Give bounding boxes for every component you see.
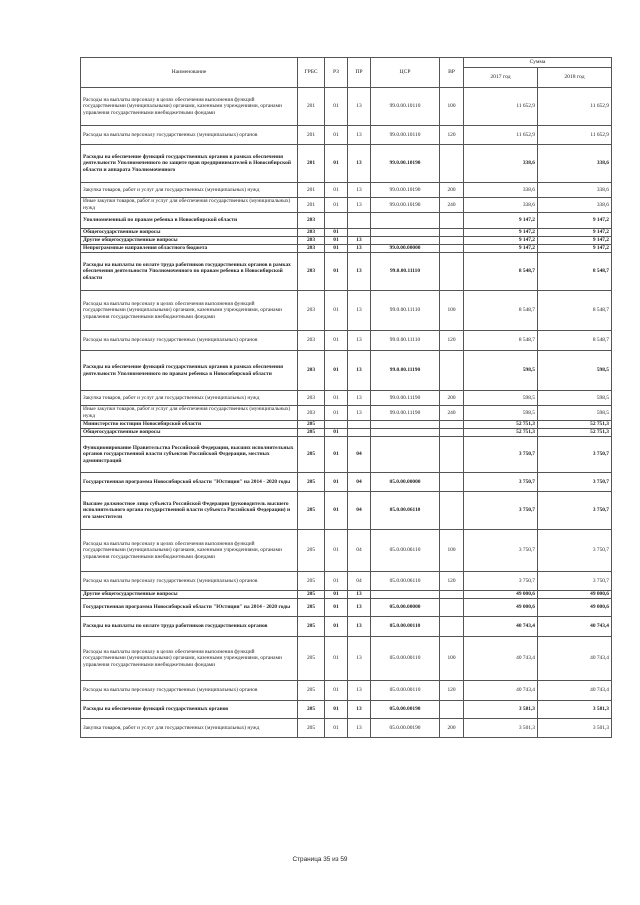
budget-table bbox=[80, 57, 612, 738]
row-sum-2018: 40 743,4 bbox=[538, 681, 612, 701]
row-vr bbox=[440, 245, 464, 253]
row-csr: 99.0.00.11110 bbox=[371, 253, 440, 291]
table-row bbox=[81, 88, 612, 126]
row-name: Закупка товаров, работ и услуг для государственных (муниципальных) нужд bbox=[81, 391, 298, 406]
row-name: Государственная программа Новосибирской области "Юстиция" на 2014 - 2020 годы bbox=[81, 599, 298, 617]
row-sum-2018: 9 147,2 bbox=[538, 213, 612, 229]
row-grbs: 205 bbox=[298, 637, 325, 681]
row-sum-2017: 598,5 bbox=[464, 406, 538, 421]
row-name: Расходы на выплаты по оплате труда работников государственных органов в рамках обеспечения деятельности Уполномоченного по правам ребенка в Новосибирской области bbox=[81, 253, 298, 291]
row-sum-2017: 3 750,7 bbox=[464, 473, 538, 492]
row-grbs: 205 bbox=[298, 492, 325, 530]
row-grbs: 205 bbox=[298, 617, 325, 637]
row-sum-2018: 8 548,7 bbox=[538, 331, 612, 351]
table-row bbox=[81, 421, 612, 429]
row-pr: 13 bbox=[348, 88, 371, 126]
row-vr: 120 bbox=[440, 331, 464, 351]
row-sum-2018: 3 750,7 bbox=[538, 437, 612, 473]
row-vr: 240 bbox=[440, 406, 464, 421]
row-pr: 13 bbox=[348, 237, 371, 245]
row-sum-2018: 8 548,7 bbox=[538, 253, 612, 291]
row-csr: 05.0.00.06110 bbox=[371, 572, 440, 591]
row-grbs: 201 bbox=[298, 198, 325, 213]
row-vr: 100 bbox=[440, 530, 464, 572]
table-row bbox=[81, 572, 612, 591]
row-sum-2017: 40 743,4 bbox=[464, 637, 538, 681]
row-sum-2018: 338,6 bbox=[538, 145, 612, 183]
row-vr bbox=[440, 492, 464, 530]
row-rz: 01 bbox=[325, 253, 348, 291]
row-vr: 200 bbox=[440, 391, 464, 406]
row-rz: 01 bbox=[325, 701, 348, 719]
row-csr bbox=[371, 237, 440, 245]
row-pr: 04 bbox=[348, 572, 371, 591]
row-name: Высшее должностное лицо субъекта Российской Федерации (руководитель высшего исполнительного органа государственной власти субъекта Российской Федерации) и его заместители bbox=[81, 492, 298, 530]
row-sum-2017: 9 147,2 bbox=[464, 245, 538, 253]
table-row bbox=[81, 492, 612, 530]
table-row bbox=[81, 719, 612, 738]
row-csr: 99.0.00.10110 bbox=[371, 126, 440, 145]
row-grbs: 203 bbox=[298, 237, 325, 245]
row-csr: 05.0.00.00110 bbox=[371, 681, 440, 701]
row-pr: 13 bbox=[348, 599, 371, 617]
row-rz: 01 bbox=[325, 406, 348, 421]
row-vr: 200 bbox=[440, 719, 464, 738]
row-sum-2018: 3 750,7 bbox=[538, 530, 612, 572]
row-pr: 04 bbox=[348, 437, 371, 473]
row-pr: 13 bbox=[348, 637, 371, 681]
row-pr: 13 bbox=[348, 183, 371, 198]
row-vr bbox=[440, 429, 464, 437]
row-sum-2017: 11 652,9 bbox=[464, 126, 538, 145]
row-grbs: 203 bbox=[298, 331, 325, 351]
row-csr: 99.0.00.11190 bbox=[371, 406, 440, 421]
row-pr: 13 bbox=[348, 719, 371, 738]
row-vr bbox=[440, 213, 464, 229]
row-name: Функционирование Правительства Российской Федерации, высших исполнительных органов государственной власти субъектов Российской Федерации, местных администраций bbox=[81, 437, 298, 473]
row-vr: 200 bbox=[440, 183, 464, 198]
table-row bbox=[81, 429, 612, 437]
table-row bbox=[81, 237, 612, 245]
row-grbs: 203 bbox=[298, 391, 325, 406]
row-csr: 05.0.00.00110 bbox=[371, 617, 440, 637]
row-rz: 01 bbox=[325, 237, 348, 245]
row-pr: 13 bbox=[348, 253, 371, 291]
row-csr: 05.0.00.06110 bbox=[371, 530, 440, 572]
row-sum-2017: 9 147,2 bbox=[464, 213, 538, 229]
row-sum-2018: 40 743,4 bbox=[538, 617, 612, 637]
row-name: Другие общегосударственные вопросы bbox=[81, 591, 298, 599]
row-vr: 120 bbox=[440, 572, 464, 591]
row-csr bbox=[371, 229, 440, 237]
row-rz: 01 bbox=[325, 572, 348, 591]
table-row bbox=[81, 145, 612, 183]
row-sum-2018: 49 000,6 bbox=[538, 599, 612, 617]
row-pr: 13 bbox=[348, 701, 371, 719]
row-csr bbox=[371, 591, 440, 599]
row-sum-2017: 598,5 bbox=[464, 351, 538, 391]
row-csr bbox=[371, 429, 440, 437]
row-name: Расходы на выплаты персоналу государственных (муниципальных) органов bbox=[81, 126, 298, 145]
row-sum-2018: 9 147,2 bbox=[538, 245, 612, 253]
row-pr bbox=[348, 429, 371, 437]
row-pr: 13 bbox=[348, 681, 371, 701]
row-pr: 04 bbox=[348, 473, 371, 492]
row-pr: 13 bbox=[348, 331, 371, 351]
row-vr bbox=[440, 253, 464, 291]
row-name: Расходы на выплаты по оплате труда работников государственных органов bbox=[81, 617, 298, 637]
row-vr bbox=[440, 701, 464, 719]
row-rz: 01 bbox=[325, 126, 348, 145]
row-rz: 01 bbox=[325, 229, 348, 237]
row-sum-2017: 8 548,7 bbox=[464, 253, 538, 291]
table-row bbox=[81, 599, 612, 617]
row-sum-2017: 598,5 bbox=[464, 391, 538, 406]
row-rz: 01 bbox=[325, 88, 348, 126]
row-grbs: 205 bbox=[298, 572, 325, 591]
row-name: Министерство юстиции Новосибирской области bbox=[81, 421, 298, 429]
row-grbs: 205 bbox=[298, 421, 325, 429]
row-name: Расходы на выплаты персоналу государственных (муниципальных) органов bbox=[81, 681, 298, 701]
row-csr: 99.0.00.11110 bbox=[371, 291, 440, 331]
row-grbs: 203 bbox=[298, 229, 325, 237]
header-name: Наименование bbox=[81, 58, 298, 88]
row-vr bbox=[440, 473, 464, 492]
table-row bbox=[81, 351, 612, 391]
header-sum: Сумма bbox=[464, 58, 612, 68]
row-grbs: 205 bbox=[298, 681, 325, 701]
row-name: Иные закупки товаров, работ и услуг для обеспечения государственных (муниципальных) нужд bbox=[81, 198, 298, 213]
row-sum-2017: 3 581,3 bbox=[464, 701, 538, 719]
row-rz: 01 bbox=[325, 183, 348, 198]
row-pr: 04 bbox=[348, 530, 371, 572]
row-rz: 01 bbox=[325, 145, 348, 183]
row-csr: 05.0.00.06110 bbox=[371, 492, 440, 530]
row-vr bbox=[440, 437, 464, 473]
row-name: Государственная программа Новосибирской области "Юстиция" на 2014 - 2020 годы bbox=[81, 473, 298, 492]
row-csr: 99.0.00.10190 bbox=[371, 145, 440, 183]
row-grbs: 203 bbox=[298, 245, 325, 253]
row-name: Иные закупки товаров, работ и услуг для обеспечения государственных (муниципальных) нужд bbox=[81, 406, 298, 421]
row-sum-2018: 598,5 bbox=[538, 351, 612, 391]
row-rz: 01 bbox=[325, 637, 348, 681]
row-sum-2018: 598,5 bbox=[538, 406, 612, 421]
row-sum-2017: 3 750,7 bbox=[464, 492, 538, 530]
row-sum-2017: 8 548,7 bbox=[464, 331, 538, 351]
table-body bbox=[81, 88, 612, 738]
row-vr bbox=[440, 229, 464, 237]
row-vr: 100 bbox=[440, 637, 464, 681]
row-rz: 01 bbox=[325, 391, 348, 406]
row-vr bbox=[440, 617, 464, 637]
row-csr: 99.0.00.11190 bbox=[371, 391, 440, 406]
table-row bbox=[81, 213, 612, 229]
row-sum-2018: 11 652,9 bbox=[538, 126, 612, 145]
row-rz: 01 bbox=[325, 198, 348, 213]
row-csr: 05.0.00.00000 bbox=[371, 599, 440, 617]
row-grbs: 201 bbox=[298, 145, 325, 183]
row-sum-2018: 338,6 bbox=[538, 198, 612, 213]
row-name: Закупка товаров, работ и услуг для государственных (муниципальных) нужд bbox=[81, 719, 298, 738]
row-sum-2017: 338,6 bbox=[464, 145, 538, 183]
row-csr: 99.0.00.10190 bbox=[371, 198, 440, 213]
table-header bbox=[81, 58, 612, 88]
row-sum-2018: 3 750,7 bbox=[538, 473, 612, 492]
header-csr: ЦСР bbox=[371, 58, 440, 88]
table-row bbox=[81, 245, 612, 253]
row-vr bbox=[440, 591, 464, 599]
row-vr bbox=[440, 421, 464, 429]
row-vr: 120 bbox=[440, 681, 464, 701]
row-grbs: 205 bbox=[298, 473, 325, 492]
row-pr: 13 bbox=[348, 351, 371, 391]
row-name: Расходы на обеспечение функций государственных органов в рамках обеспечения деятельности Уполномоченного по защите прав предпринимателей в Новосибирской области и аппарата Уполномоченного bbox=[81, 145, 298, 183]
row-sum-2018: 9 147,2 bbox=[538, 229, 612, 237]
table-row bbox=[81, 291, 612, 331]
row-sum-2018: 3 581,3 bbox=[538, 701, 612, 719]
row-csr bbox=[371, 213, 440, 229]
row-name: Непрограммные направления областного бюджета bbox=[81, 245, 298, 253]
header-vr: ВР bbox=[440, 58, 464, 88]
row-sum-2017: 52 751,3 bbox=[464, 421, 538, 429]
row-name: Расходы на выплаты персоналу государственных (муниципальных) органов bbox=[81, 572, 298, 591]
row-name: Другие общегосударственные вопросы bbox=[81, 237, 298, 245]
row-pr: 13 bbox=[348, 291, 371, 331]
row-rz: 01 bbox=[325, 599, 348, 617]
row-sum-2017: 8 548,7 bbox=[464, 291, 538, 331]
row-sum-2017: 3 750,7 bbox=[464, 572, 538, 591]
table-row bbox=[81, 437, 612, 473]
row-grbs: 203 bbox=[298, 213, 325, 229]
row-csr: 05.0.00.00000 bbox=[371, 473, 440, 492]
table-row bbox=[81, 391, 612, 406]
row-csr bbox=[371, 437, 440, 473]
row-pr: 13 bbox=[348, 126, 371, 145]
row-name: Общегосударственные вопросы bbox=[81, 229, 298, 237]
row-grbs: 203 bbox=[298, 253, 325, 291]
row-pr: 13 bbox=[348, 591, 371, 599]
row-rz: 01 bbox=[325, 351, 348, 391]
table-row bbox=[81, 331, 612, 351]
row-pr bbox=[348, 421, 371, 429]
row-sum-2018: 9 147,2 bbox=[538, 237, 612, 245]
row-rz: 01 bbox=[325, 245, 348, 253]
row-vr: 100 bbox=[440, 291, 464, 331]
row-vr bbox=[440, 237, 464, 245]
row-sum-2017: 52 751,3 bbox=[464, 429, 538, 437]
row-sum-2018: 598,5 bbox=[538, 391, 612, 406]
row-grbs: 201 bbox=[298, 88, 325, 126]
row-csr: 05.0.00.00110 bbox=[371, 637, 440, 681]
row-sum-2018: 3 750,7 bbox=[538, 492, 612, 530]
row-csr: 99.0.00.00000 bbox=[371, 245, 440, 253]
row-csr: 05.0.00.00190 bbox=[371, 719, 440, 738]
row-grbs: 205 bbox=[298, 429, 325, 437]
row-vr bbox=[440, 351, 464, 391]
row-csr bbox=[371, 421, 440, 429]
row-sum-2017: 49 000,6 bbox=[464, 591, 538, 599]
row-vr bbox=[440, 599, 464, 617]
row-pr: 13 bbox=[348, 245, 371, 253]
row-csr: 99.0.00.10190 bbox=[371, 183, 440, 198]
row-vr: 240 bbox=[440, 198, 464, 213]
row-grbs: 205 bbox=[298, 719, 325, 738]
row-grbs: 205 bbox=[298, 437, 325, 473]
row-rz: 01 bbox=[325, 617, 348, 637]
row-grbs: 203 bbox=[298, 351, 325, 391]
row-name: Расходы на выплаты персоналу в целях обеспечения выполнения функций государственными (муниципальными) органами, казенными учреждениями, органами управления государственными внебюджетными фондами bbox=[81, 88, 298, 126]
row-vr: 120 bbox=[440, 126, 464, 145]
row-rz: 01 bbox=[325, 331, 348, 351]
row-pr: 13 bbox=[348, 198, 371, 213]
table-row bbox=[81, 681, 612, 701]
table-row bbox=[81, 530, 612, 572]
row-sum-2017: 3 750,7 bbox=[464, 437, 538, 473]
row-grbs: 205 bbox=[298, 530, 325, 572]
row-sum-2017: 338,6 bbox=[464, 198, 538, 213]
budget-document-page bbox=[80, 57, 611, 738]
table-row bbox=[81, 591, 612, 599]
table-row bbox=[81, 126, 612, 145]
row-sum-2017: 9 147,2 bbox=[464, 229, 538, 237]
table-row bbox=[81, 701, 612, 719]
row-rz: 01 bbox=[325, 719, 348, 738]
row-rz: 01 bbox=[325, 530, 348, 572]
row-sum-2017: 11 652,9 bbox=[464, 88, 538, 126]
row-pr bbox=[348, 229, 371, 237]
row-pr: 04 bbox=[348, 492, 371, 530]
row-sum-2018: 338,6 bbox=[538, 183, 612, 198]
row-pr: 13 bbox=[348, 391, 371, 406]
row-sum-2017: 40 743,4 bbox=[464, 617, 538, 637]
row-grbs: 201 bbox=[298, 183, 325, 198]
row-sum-2018: 3 501,3 bbox=[538, 719, 612, 738]
row-name: Расходы на выплаты персоналу государственных (муниципальных) органов bbox=[81, 331, 298, 351]
row-sum-2018: 49 000,6 bbox=[538, 591, 612, 599]
row-grbs: 205 bbox=[298, 701, 325, 719]
row-rz: 01 bbox=[325, 291, 348, 331]
row-vr bbox=[440, 145, 464, 183]
row-csr: 99.0.00.10110 bbox=[371, 88, 440, 126]
row-grbs: 203 bbox=[298, 291, 325, 331]
row-pr: 13 bbox=[348, 145, 371, 183]
row-grbs: 205 bbox=[298, 591, 325, 599]
row-name: Закупка товаров, работ и услуг для государственных (муниципальных) нужд bbox=[81, 183, 298, 198]
row-sum-2017: 338,6 bbox=[464, 183, 538, 198]
header-year-2018: 2018 год bbox=[538, 68, 612, 88]
row-pr: 13 bbox=[348, 406, 371, 421]
row-sum-2017: 3 750,7 bbox=[464, 530, 538, 572]
row-name: Расходы на выплаты персоналу в целях обеспечения выполнения функций государственными (муниципальными) органами, казенными учреждениями, органами управления государственными внебюджетными фондами bbox=[81, 637, 298, 681]
table-row bbox=[81, 473, 612, 492]
row-sum-2018: 8 548,7 bbox=[538, 291, 612, 331]
table-row bbox=[81, 406, 612, 421]
row-pr: 13 bbox=[348, 617, 371, 637]
header-pr: ПР bbox=[348, 58, 371, 88]
table-row bbox=[81, 253, 612, 291]
row-grbs: 201 bbox=[298, 126, 325, 145]
table-row bbox=[81, 637, 612, 681]
row-vr: 100 bbox=[440, 88, 464, 126]
table-row bbox=[81, 617, 612, 637]
row-name: Общегосударственные вопросы bbox=[81, 429, 298, 437]
row-name: Расходы на выплаты персоналу в целях обеспечения выполнения функций государственными (муниципальными) органами, казенными учреждениями, органами управления государственными внебюджетными фондами bbox=[81, 530, 298, 572]
row-name: Расходы на обеспечение функций государственных органов в рамках обеспечения деятельности Уполномоченного по правам ребенка в Новосибирской области bbox=[81, 351, 298, 391]
row-grbs: 203 bbox=[298, 406, 325, 421]
row-rz: 01 bbox=[325, 473, 348, 492]
header-year-2017: 2017 год bbox=[464, 68, 538, 88]
row-sum-2018: 3 750,7 bbox=[538, 572, 612, 591]
row-sum-2018: 40 743,4 bbox=[538, 637, 612, 681]
row-csr: 99.0.00.11110 bbox=[371, 331, 440, 351]
header-grbs: ГРБС bbox=[298, 58, 325, 88]
row-sum-2018: 11 652,9 bbox=[538, 88, 612, 126]
row-rz: 01 bbox=[325, 437, 348, 473]
table-row bbox=[81, 183, 612, 198]
table-row bbox=[81, 229, 612, 237]
row-csr: 99.0.00.11190 bbox=[371, 351, 440, 391]
row-rz: 01 bbox=[325, 492, 348, 530]
row-sum-2017: 9 147,2 bbox=[464, 237, 538, 245]
row-rz bbox=[325, 421, 348, 429]
row-name: Уполномоченный по правам ребенка в Новосибирской области bbox=[81, 213, 298, 229]
row-sum-2017: 40 743,4 bbox=[464, 681, 538, 701]
row-sum-2018: 52 751,3 bbox=[538, 429, 612, 437]
row-rz: 01 bbox=[325, 591, 348, 599]
row-grbs: 205 bbox=[298, 599, 325, 617]
row-rz: 01 bbox=[325, 429, 348, 437]
header-rz: РЗ bbox=[325, 58, 348, 88]
row-sum-2017: 3 501,3 bbox=[464, 719, 538, 738]
table-row bbox=[81, 198, 612, 213]
row-sum-2017: 49 000,6 bbox=[464, 599, 538, 617]
row-name: Расходы на обеспечение функций государственных органов bbox=[81, 701, 298, 719]
row-sum-2018: 52 751,3 bbox=[538, 421, 612, 429]
page-number: Страница 35 из 59 bbox=[292, 856, 348, 863]
row-name: Расходы на выплаты персоналу в целях обеспечения выполнения функций государственными (муниципальными) органами, казенными учреждениями, органами управления государственными внебюджетными фондами bbox=[81, 291, 298, 331]
row-rz bbox=[325, 213, 348, 229]
row-rz: 01 bbox=[325, 681, 348, 701]
row-pr bbox=[348, 213, 371, 229]
row-csr: 05.0.00.00190 bbox=[371, 701, 440, 719]
